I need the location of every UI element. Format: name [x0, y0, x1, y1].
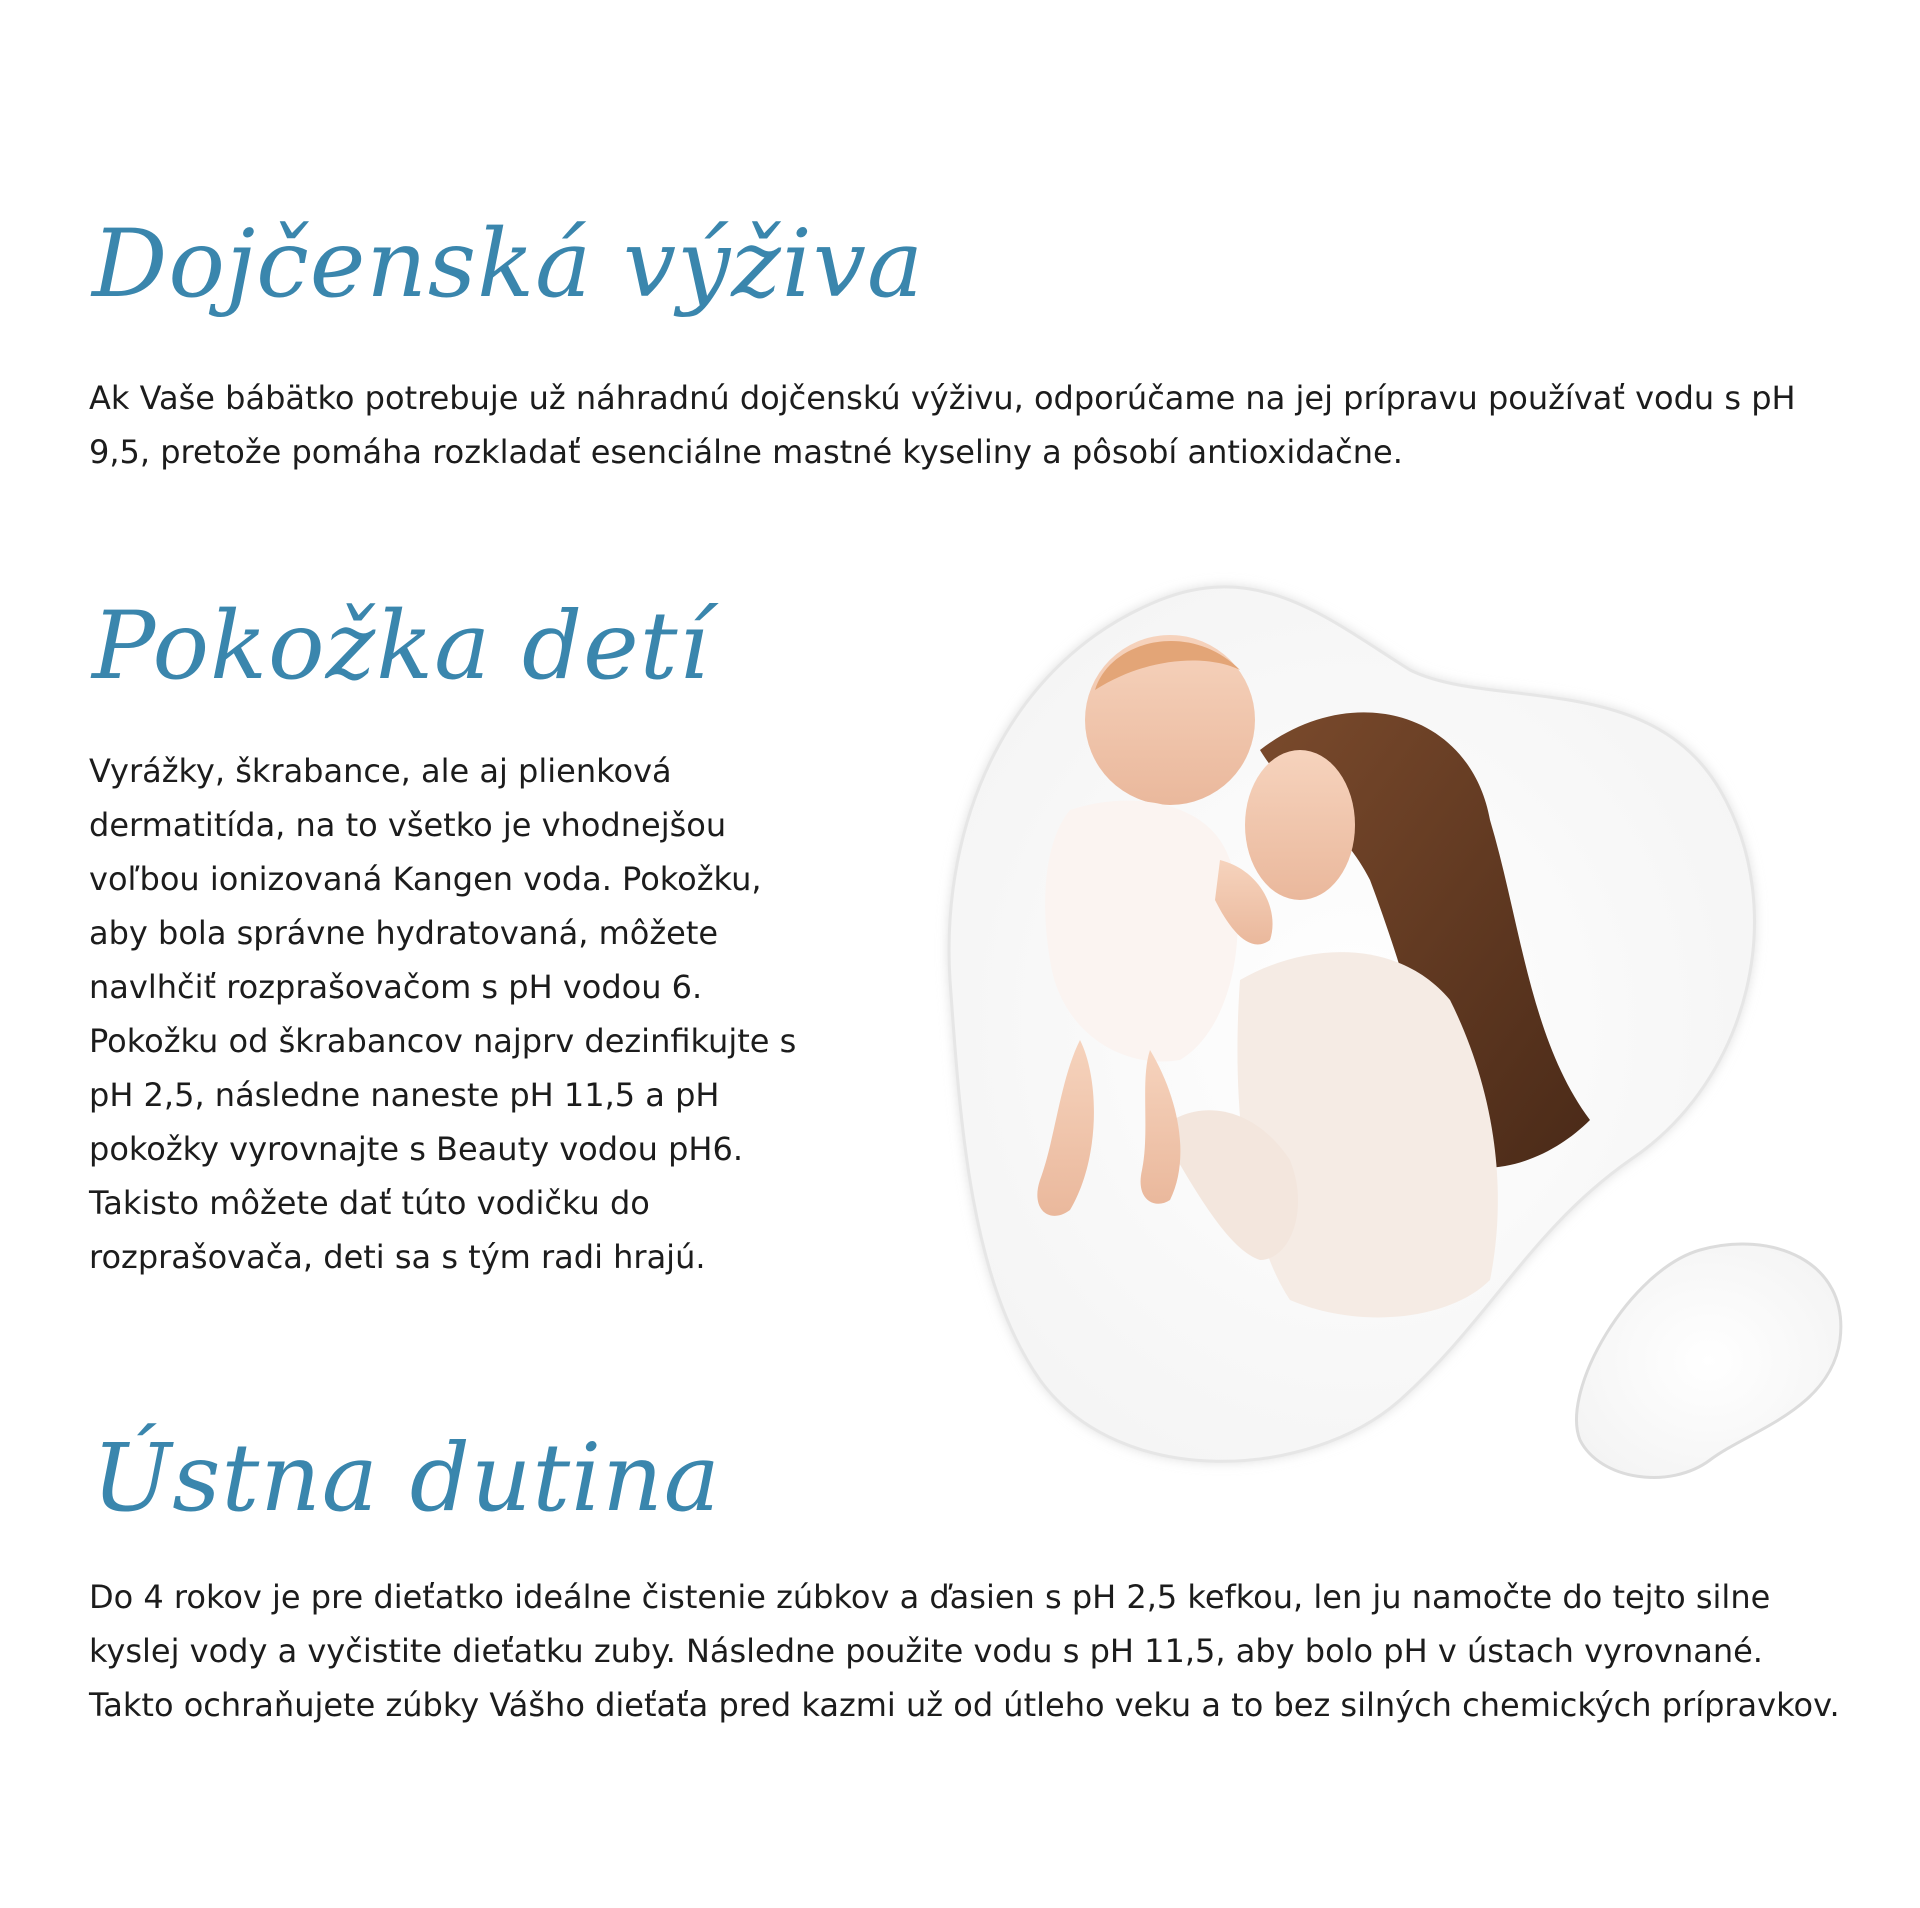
- droplet-shape: [1577, 1244, 1841, 1477]
- section-text-skin: Vyrážky, škrabance, ale aj plienková dermatitída, na to všetko je vhodnejšou voľbou ionizovaná Kangen voda. Pokožku, aby bola správne hydratovaná, môžete navlhčiť rozprašovačom s pH vodou 6. Pokožku od škrabancov najprv dezinfikujte s pH 2,5, následne naneste pH 11,5 a pH pokožky vyrovnajte s Beauty vodou pH6. Takisto môžete dať túto vodičku do rozprašovača, deti sa s tým radi hrajú.: [89, 752, 797, 1276]
- section-heading-nutrition: Dojčenská výživa: [92, 210, 924, 319]
- section-text-oral: Do 4 rokov je pre dieťatko ideálne čistenie zúbkov a ďasien s pH 2,5 kefkou, len ju namočte do tejto silne kyslej vody a vyčistite dieťatku zuby. Následne použite vodu s pH 11,5, aby bolo pH v ústach vyrovnané. Takto ochraňujete zúbky Vášho dieťaťa pred kazmi už od útleho veku a to bez silných chemických prípravkov.: [89, 1578, 1840, 1724]
- mother-baby-photo-blob: [930, 560, 1870, 1560]
- section-text-nutrition: Ak Vaše bábätko potrebuje už náhradnú dojčenskú výživu, odporúčame na jej prípravu používať vodu s pH 9,5, pretože pomáha rozkladať esenciálne mastné kyseliny a pôsobí antioxidačne.: [89, 379, 1796, 471]
- section-heading-oral: Ústna dutina: [92, 1424, 721, 1533]
- blob-illustration: [930, 560, 1870, 1560]
- section-heading-skin: Pokožka detí: [92, 592, 710, 701]
